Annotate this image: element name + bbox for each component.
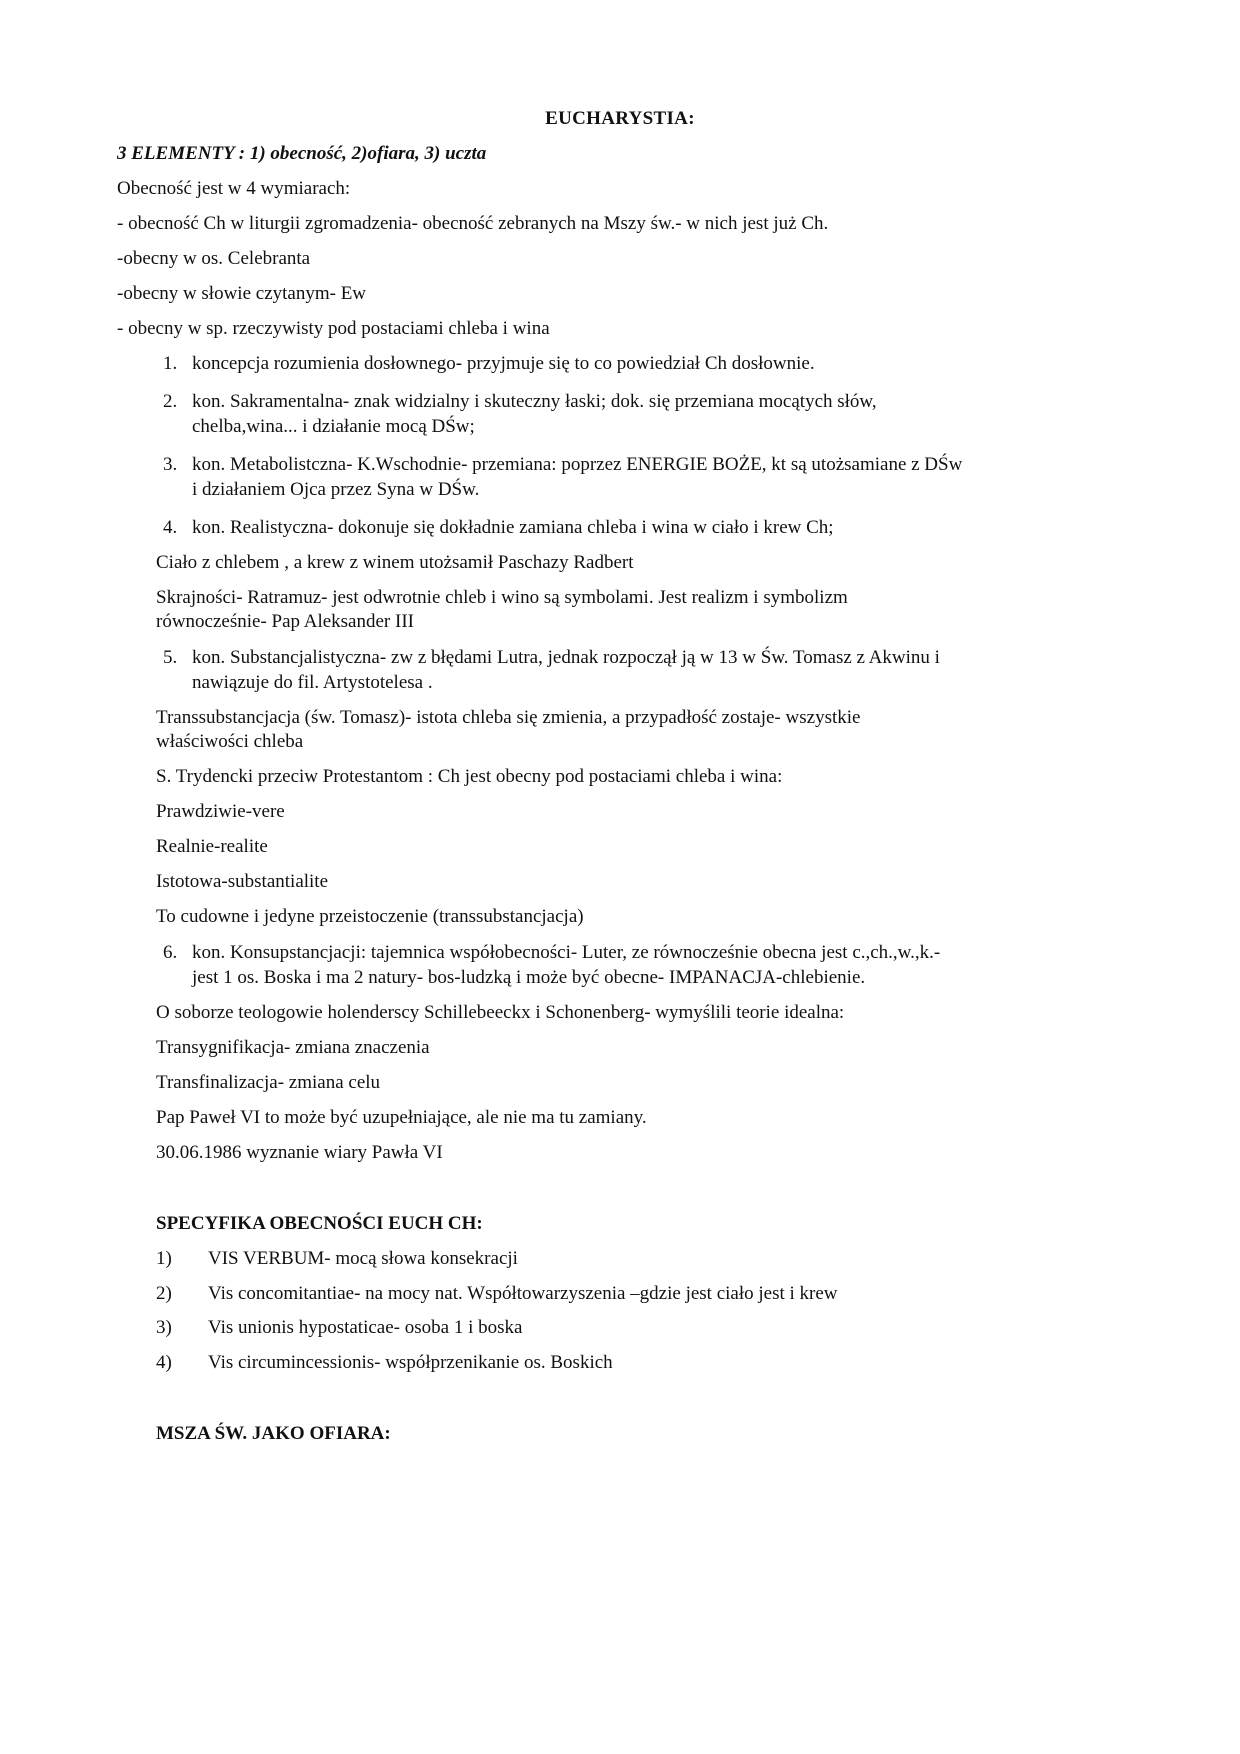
concept-text: kon. Substancjalistyczna- zw z błędami Lutra, jednak rozpoczął ją w 13 w Św. Tomasz z Akwinu i [192, 647, 940, 668]
concept-text: nawiązuje do fil. Artystotelesa . [192, 672, 433, 693]
term-item: To cudowne i jedyne przeistoczenie (transsubstancjacja) [156, 906, 584, 927]
concept-text: i działaniem Ojca przez Syna w DŚw. [192, 479, 480, 500]
holenderscy-paragraph: O soborze teologowie holenderscy Schillebeeckx i Schonenberg- wymyślili teorie idealna: [156, 1002, 845, 1023]
skrajnosci-paragraph: Skrajności- Ratramuz- jest odwrotnie chleb i wino są symbolami. Jest realizm i symbolizm [156, 587, 848, 608]
list-number: 3. [163, 454, 178, 475]
transygnifikacja-line: Transygnifikacja- zmiana znaczenia [156, 1037, 430, 1058]
trydent-paragraph: S. Trydencki przeciw Protestantom : Ch jest obecny pod postaciami chleba i wina: [156, 766, 783, 787]
term-item: Istotowa-substantialite [156, 871, 329, 892]
paschazy-paragraph: Ciało z chlebem , a krew z winem utożsamił Paschazy Radbert [156, 552, 634, 573]
document-title: EUCHARYSTIA: [545, 108, 695, 129]
msza-ofiara-heading: MSZA ŚW. JAKO OFIARA: [156, 1423, 391, 1444]
list-number: 1. [163, 353, 178, 374]
transsubstancjacja-paragraph: Transsubstancjacja (św. Tomasz)- istota chleba się zmienia, a przypadłość zostaje- wszystkie [156, 707, 861, 728]
dimension-item: -obecny w słowie czytanym- Ew [117, 283, 367, 304]
pawel-vi-line: Pap Paweł VI to może być uzupełniające, ale nie ma tu zamiany. [156, 1107, 647, 1128]
concept-text: jest 1 os. Boska i ma 2 natury- bos-ludzką i może być obecne- IMPANACJA-chlebienie. [192, 967, 866, 988]
term-item: Realnie-realite [156, 836, 268, 857]
elements-subtitle: 3 ELEMENTY : 1) obecność, 2)ofiara, 3) uczta [117, 143, 487, 164]
transsubstancjacja-paragraph-cont: właściwości chleba [156, 731, 304, 752]
concept-text: kon. Realistyczna- dokonuje się dokładnie zamiana chleba i wina w ciało i krew Ch; [192, 517, 834, 538]
dimension-item: -obecny w os. Celebranta [117, 248, 311, 269]
list-number: 6. [163, 942, 178, 963]
dimension-item: - obecność Ch w liturgii zgromadzenia- obecność zebranych na Mszy św.- w nich jest już Ch. [117, 213, 829, 234]
list-number: 2) [156, 1283, 172, 1304]
dimension-item: - obecny w sp. rzeczywisty pod postaciami chleba i wina [117, 318, 550, 339]
specyfika-text: Vis concomitantiae- na mocy nat. Współtowarzyszenia –gdzie jest ciało jest i krew [208, 1283, 838, 1304]
specyfika-heading: SPECYFIKA OBECNOŚCI EUCH CH: [156, 1213, 483, 1234]
specyfika-text: Vis unionis hypostaticae- osoba 1 i boska [208, 1317, 523, 1338]
wyznanie-wiary-line: 30.06.1986 wyznanie wiary Pawła VI [156, 1142, 443, 1163]
concept-text: kon. Konsupstancjacji: tajemnica współobecności- Luter, ze równocześnie obecna jest c.,ch.,w.,k.- [192, 942, 941, 963]
concept-text: chelba,wina... i działanie mocą DŚw; [192, 416, 475, 437]
list-number: 4) [156, 1352, 172, 1373]
list-number: 2. [163, 391, 178, 412]
specyfika-text: Vis circumincessionis- współprzenikanie os. Boskich [208, 1352, 613, 1373]
presence-intro: Obecność jest w 4 wymiarach: [117, 178, 351, 199]
list-number: 4. [163, 517, 178, 538]
concept-text: kon. Sakramentalna- znak widzialny i skuteczny łaski; dok. się przemiana mocątych słów, [192, 391, 877, 412]
term-item: Prawdziwie-vere [156, 801, 285, 822]
list-number: 1) [156, 1248, 172, 1269]
list-number: 5. [163, 647, 178, 668]
concept-text: kon. Metabolistczna- K.Wschodnie- przemiana: poprzez ENERGIE BOŻE, kt są utożsamiane z DŚw [192, 454, 963, 475]
concept-text: koncepcja rozumienia dosłownego- przyjmuje się to co powiedział Ch dosłownie. [192, 353, 815, 374]
specyfika-text: VIS VERBUM- mocą słowa konsekracji [208, 1248, 518, 1269]
list-number: 3) [156, 1317, 172, 1338]
transfinalizacja-line: Transfinalizacja- zmiana celu [156, 1072, 381, 1093]
skrajnosci-paragraph-cont: równocześnie- Pap Aleksander III [156, 611, 414, 632]
